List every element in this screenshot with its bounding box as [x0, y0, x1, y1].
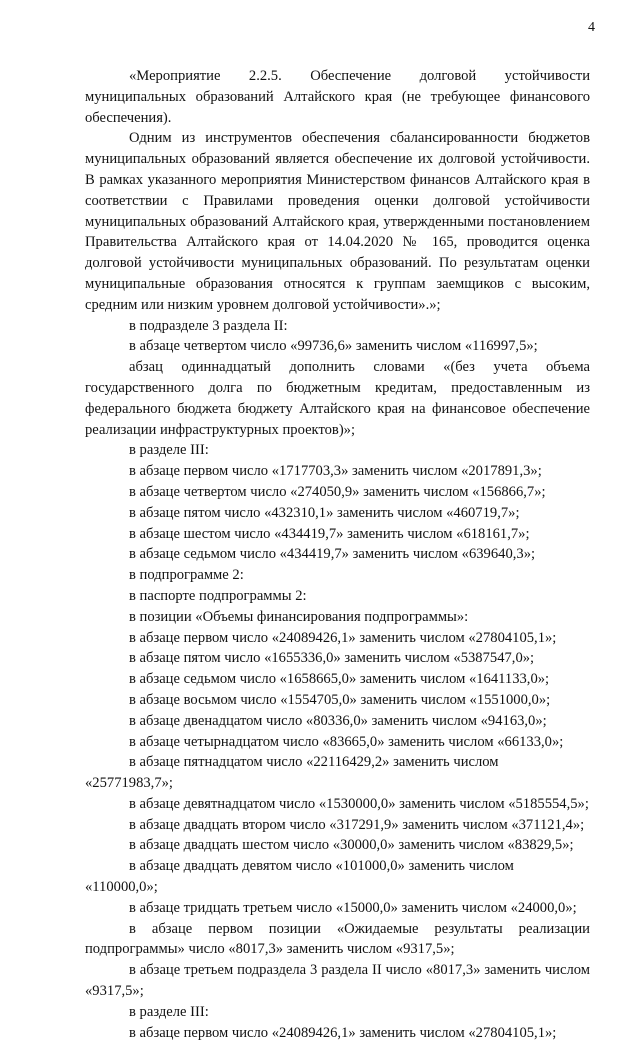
page-number: 4 [588, 20, 595, 35]
paragraph-amendment-expected-results: в абзаце первом позиции «Ожидаемые результаты реализации подпрограммы» число «8017,3» заменить числом «9317,5»; [85, 920, 590, 958]
paragraph-amendment: в абзаце восьмом число «1554705,0» заменить числом «1551000,0»; [129, 691, 551, 708]
paragraph-amendment: в абзаце четвертом число «99736,6» заменить числом «116997,5»; [129, 338, 538, 355]
paragraph-amendment: в абзаце двадцать втором число «317291,9» заменить числом «371121,4»; [129, 816, 585, 833]
paragraph-subprogram-passport: в паспорте подпрограммы 2: [129, 587, 307, 604]
paragraph-amendment: в абзаце двадцать шестом число «30000,0» заменить числом «83829,5»; [129, 837, 574, 854]
paragraph-amendment: в абзаце четвертом число «274050,9» заменить числом «156866,7»; [129, 483, 546, 500]
paragraph-subprogram-2: в подпрограмме 2: [129, 567, 244, 584]
paragraph-funding-position: в позиции «Объемы финансирования подпрограммы»: [129, 608, 469, 625]
paragraph-amendment: в абзаце двенадцатом число «80336,0» заменить числом «94163,0»; [129, 712, 547, 729]
paragraph-amendment: в абзаце пятом число «432310,1» заменить числом «460719,7»; [129, 504, 520, 521]
paragraph-amendment: в абзаце шестом число «434419,7» заменить числом «618161,7»; [129, 525, 530, 542]
paragraph-amendment: абзац одиннадцатый дополнить словами «(без учета объема государственного долга по бюджетным кредитам, предоставленным из федерального бюджета бюджету Алтайского края на финансовое обеспечение реализации инфраструктурных проектов)»; [85, 359, 590, 438]
paragraph-amendment: в абзаце первом число «24089426,1» заменить числом «27804105,1»; [129, 629, 557, 646]
paragraph-amendment: в абзаце пятнадцатом число «22116429,2» заменить числом «25771983,7»; [85, 754, 499, 792]
paragraph-measure-2-2-5-title: «Мероприятие 2.2.5. Обеспечение долговой устойчивости муниципальных образований Алтайского края (не требующее финансового обеспечения). [85, 68, 590, 126]
paragraph-amendment: в абзаце седьмом число «1658665,0» заменить числом «1641133,0»; [129, 671, 550, 688]
paragraph-amendment: в абзаце девятнадцатом число «1530000,0» заменить числом «5185554,5»; [129, 795, 589, 812]
paragraph-amendment: в абзаце тридцать третьем число «15000,0» заменить числом «24000,0»; [129, 899, 577, 916]
paragraph-amendment: в абзаце первом число «24089426,1» заменить числом «27804105,1»; [129, 1024, 557, 1041]
paragraph-subsection-3-section-2: в подразделе 3 раздела II: [129, 317, 288, 334]
paragraph-amendment: в абзаце пятом число «1655336,0» заменить числом «5387547,0»; [129, 650, 535, 667]
paragraph-amendment: в абзаце четырнадцатом число «83665,0» заменить числом «66133,0»; [129, 733, 564, 750]
paragraph-measure-description: Одним из инструментов обеспечения сбалансированности бюджетов муниципальных образований является обеспечение их долговой устойчивости. В рамках указанного мероприятия Министерством финансов Алтайского края в соответствии с Правилами проведения оценки долговой устойчивости муниципальных образований Алтайского края, утвержденными постановлением Правительства Алтайского края от 14.04.2020 № 165, проводится оценка долговой устойчивости муниципальных образований. По результатам оценки муниципальные образования относятся к группам заемщиков с высоким, средним или низким уровнем долговой устойчивости».»; [85, 130, 590, 313]
document-body [85, 66, 590, 1043]
paragraph-section-3: в разделе III: [129, 1003, 209, 1020]
paragraph-amendment: в абзаце седьмом число «434419,7» заменить числом «639640,3»; [129, 546, 536, 563]
paragraph-amendment-subsection-3: в абзаце третьем подраздела 3 раздела II число «8017,3» заменить числом «9317,5»; [85, 962, 590, 1000]
paragraph-section-3: в разделе III: [129, 442, 209, 459]
paragraph-amendment: в абзаце первом число «1717703,3» заменить числом «2017891,3»; [129, 463, 542, 480]
paragraph-amendment: в абзаце двадцать девятом число «101000,0» заменить числом «110000,0»; [85, 858, 514, 896]
